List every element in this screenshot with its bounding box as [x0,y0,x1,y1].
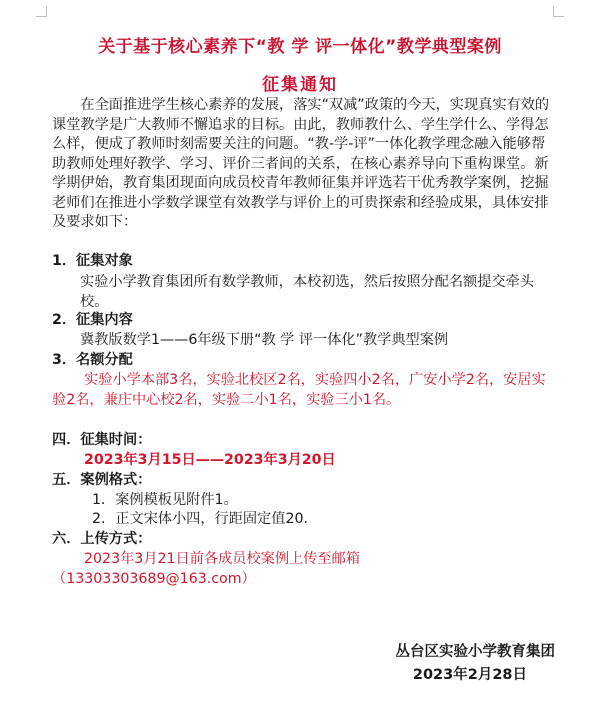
corner-mark-right [553,6,564,17]
section-5-item-1: 1．案例模板见附件1。 [92,492,238,508]
signature-date: 2023年2月28日 [412,667,527,683]
section-1-body: 实验小学教育集团所有数学教师，本校初选，然后按照分配名额提交牵头校。 [80,274,535,310]
document-title: 关于基于核心素养下“教 学 评一体化”教学典型案例 [98,37,502,57]
section-4-heading: 四．征集时间： [52,432,152,448]
section-3-heading: 3．名额分配 [52,352,133,368]
section-5-heading: 五．案例格式： [52,472,152,488]
document-subtitle: 征集通知 [262,75,338,95]
section-6-heading: 六．上传方式： [52,531,152,547]
signature-organization: 丛台区实验小学教育集团 [395,644,555,660]
section-1-heading: 1．征集对象 [52,253,133,269]
section-2-heading: 2．征集内容 [52,312,133,328]
corner-mark-left [36,6,47,17]
section-3-body: 实验小学本部3名，实验北校区2名，实验四小2名，广安小学2名，安居实验2名，兼庄中心校2名，实验二小1名，实验三小1名。 [52,372,546,408]
section-4-body: 2023年3月15日——2023年3月20日 [84,452,336,468]
section-2-body: 冀教版数学1——6年级下册“教 学 评一体化”教学典型案例 [80,332,449,348]
intro-paragraph: 在全面推进学生核心素养的发展，落实“双减”政策的今天，实现真实有效的课堂教学是广大教师不懈追求的目标。由此，教师教什么、学生学什么、学得怎么样，便成了教师时刻需要关注的问题。“教-学-评”一体化教学理念融入能够帮助教师处理好教学、学习、评价三者间的关系，在核心素养导向下重构课堂。新学期伊始，教育集团现面向成员校青年教师征集并评选若干优秀教学案例，挖掘老师们在推进小学数学课堂有效教学与评价上的可贵探索和经验成果，具体安排及要求如下： [52,97,550,230]
section-5-item-2: 2．正文宋体小四，行距固定值20. [92,511,309,527]
section-6-body: 2023年3月21日前各成员校案例上传至邮箱（13303303689@163.com） [52,551,360,587]
